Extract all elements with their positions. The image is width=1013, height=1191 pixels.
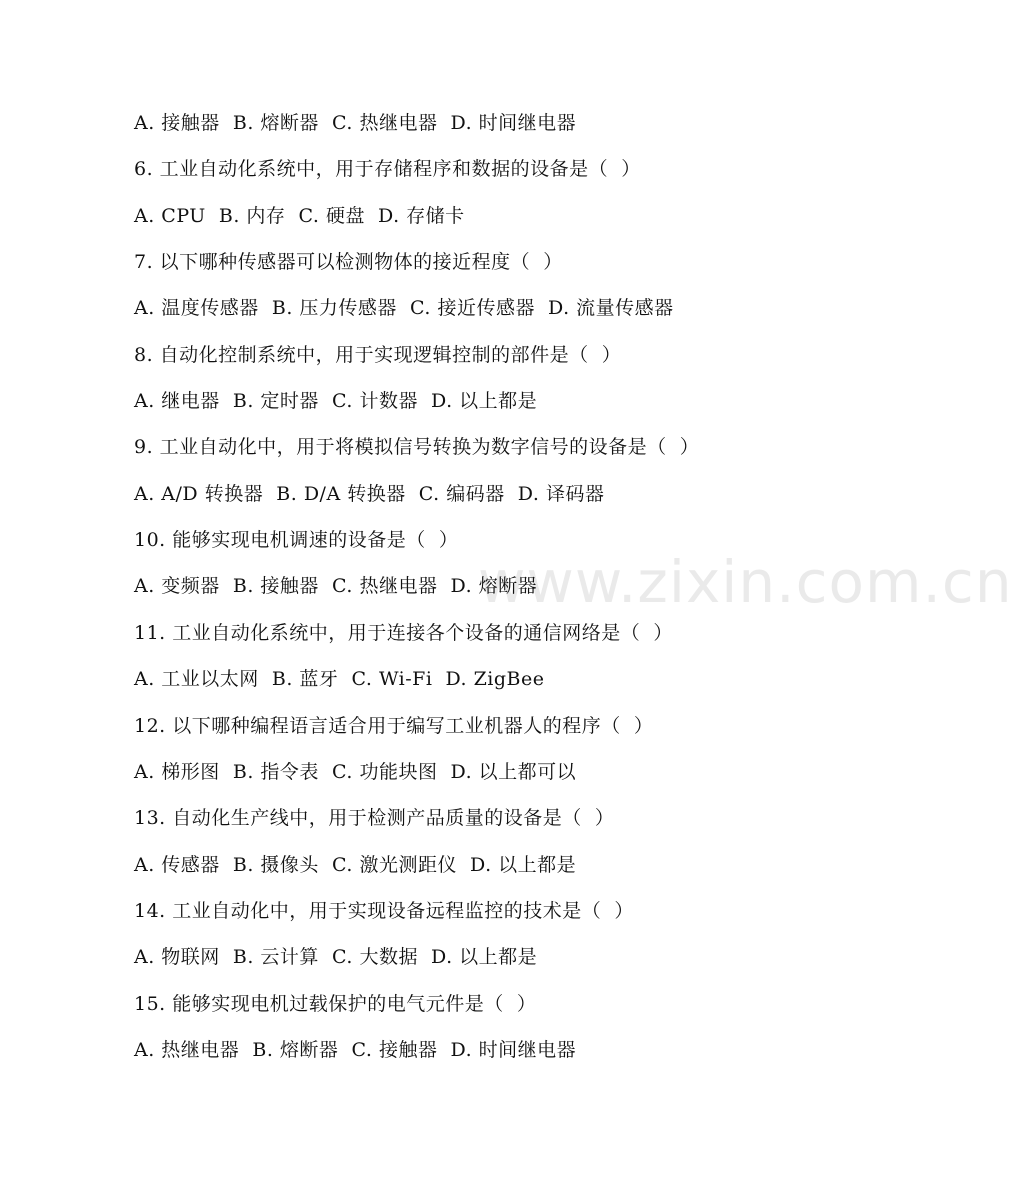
answer-options-q11: A. 工业以太网 B. 蓝牙 C. Wi-Fi D. ZigBee (134, 668, 545, 690)
answer-options-q13: A. 传感器 B. 摄像头 C. 激光测距仪 D. 以上都是 (134, 854, 577, 876)
answer-options-q9: A. A/D 转换器 B. D/A 转换器 C. 编码器 D. 译码器 (134, 483, 605, 505)
question-10: 10. 能够实现电机调速的设备是（ ） (134, 529, 459, 551)
question-15: 15. 能够实现电机过载保护的电气元件是（ ） (134, 993, 537, 1015)
question-9: 9. 工业自动化中，用于将模拟信号转换为数字信号的设备是（ ） (134, 436, 700, 458)
question-12: 12. 以下哪种编程语言适合用于编写工业机器人的程序（ ） (134, 715, 654, 737)
question-11: 11. 工业自动化系统中，用于连接各个设备的通信网络是（ ） (134, 622, 673, 644)
answer-options-q7: A. 温度传感器 B. 压力传感器 C. 接近传感器 D. 流量传感器 (134, 297, 674, 319)
question-13: 13. 自动化生产线中，用于检测产品质量的设备是（ ） (134, 807, 615, 829)
question-8: 8. 自动化控制系统中，用于实现逻辑控制的部件是（ ） (134, 344, 622, 366)
answer-options-q8: A. 继电器 B. 定时器 C. 计数器 D. 以上都是 (134, 390, 538, 412)
answer-options-q15: A. 热继电器 B. 熔断器 C. 接触器 D. 时间继电器 (134, 1039, 577, 1061)
answer-options-q14: A. 物联网 B. 云计算 C. 大数据 D. 以上都是 (134, 946, 538, 968)
answer-options-q10: A. 变频器 B. 接触器 C. 热继电器 D. 熔断器 (134, 575, 538, 597)
question-14: 14. 工业自动化中，用于实现设备远程监控的技术是（ ） (134, 900, 634, 922)
answer-options-q5: A. 接触器 B. 熔断器 C. 热继电器 D. 时间继电器 (134, 112, 577, 134)
watermark: www.zixin.com.cn (478, 548, 1013, 616)
question-6: 6. 工业自动化系统中，用于存储程序和数据的设备是（ ） (134, 158, 641, 180)
question-7: 7. 以下哪种传感器可以检测物体的接近程度（ ） (134, 251, 563, 273)
answer-options-q6: A. CPU B. 内存 C. 硬盘 D. 存储卡 (134, 205, 465, 227)
answer-options-q12: A. 梯形图 B. 指令表 C. 功能块图 D. 以上都可以 (134, 761, 577, 783)
